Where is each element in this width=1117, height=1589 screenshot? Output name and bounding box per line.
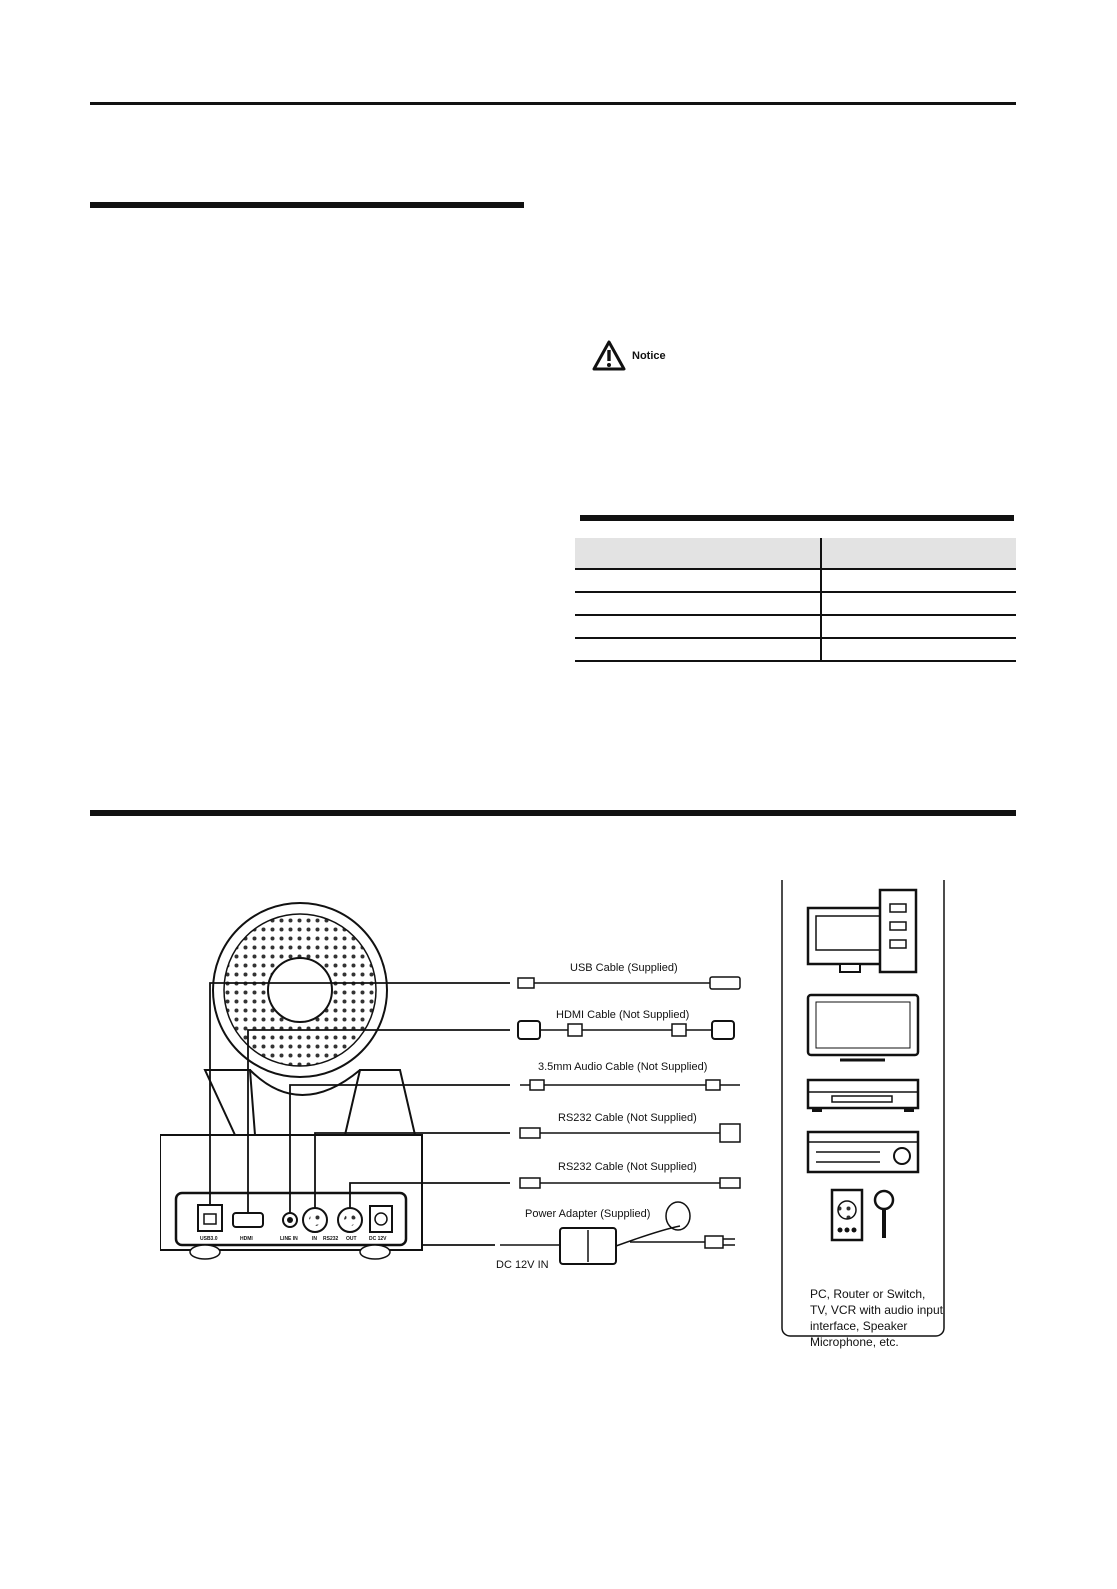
cable-label: HDMI Cable (Not Supplied) <box>556 1009 690 1021</box>
table-row <box>575 592 1016 615</box>
power-adapter <box>496 1202 735 1271</box>
camera-illustration <box>160 903 422 1259</box>
table-row <box>575 615 1016 638</box>
section-rule-connection <box>90 810 1016 816</box>
cable-label: RS232 Cable (Not Supplied) <box>558 1112 697 1124</box>
vcr-icon <box>808 1080 918 1112</box>
usb-cable <box>518 962 740 989</box>
hdmi-cable <box>518 1009 734 1039</box>
table-row <box>575 638 1016 661</box>
receiver-icon <box>808 1132 918 1172</box>
cable-label: RS232 Cable (Not Supplied) <box>558 1161 697 1173</box>
header-rule <box>90 102 1016 105</box>
devices-caption: PC, Router or Switch, TV, VCR with audio input interface, Speaker Microphone, etc. <box>810 1287 943 1349</box>
port-label: IN <box>312 1236 317 1242</box>
rs232-cable-2 <box>520 1161 740 1188</box>
audio-cable <box>520 1061 740 1090</box>
spec-table <box>575 538 1016 662</box>
notice-label: Notice <box>632 350 666 362</box>
port-label: HDMI <box>240 1236 253 1242</box>
speaker-icon <box>832 1190 862 1240</box>
cable-label: 3.5mm Audio Cable (Not Supplied) <box>538 1061 708 1073</box>
port-label: OUT <box>346 1236 357 1242</box>
table-header-row <box>575 538 1016 569</box>
notice-block <box>592 340 666 372</box>
rs232-cable-1 <box>520 1112 740 1142</box>
devices-panel <box>782 880 944 1336</box>
port-label: LINE IN <box>280 1236 298 1242</box>
section-rule-table <box>580 515 1014 521</box>
cable-label: Power Adapter (Supplied) <box>525 1208 651 1220</box>
table-row <box>575 569 1016 592</box>
port-label: USB3.0 <box>200 1236 218 1242</box>
port-label: RS232 <box>323 1236 339 1242</box>
hdmi-port <box>233 1213 263 1227</box>
port-label: DC 12V <box>369 1236 387 1242</box>
tv-icon <box>808 995 918 1060</box>
section-rule-left <box>90 202 524 208</box>
warning-icon <box>592 340 626 372</box>
dc-in-label: DC 12V IN <box>496 1259 549 1271</box>
cable-label: USB Cable (Supplied) <box>570 962 678 974</box>
